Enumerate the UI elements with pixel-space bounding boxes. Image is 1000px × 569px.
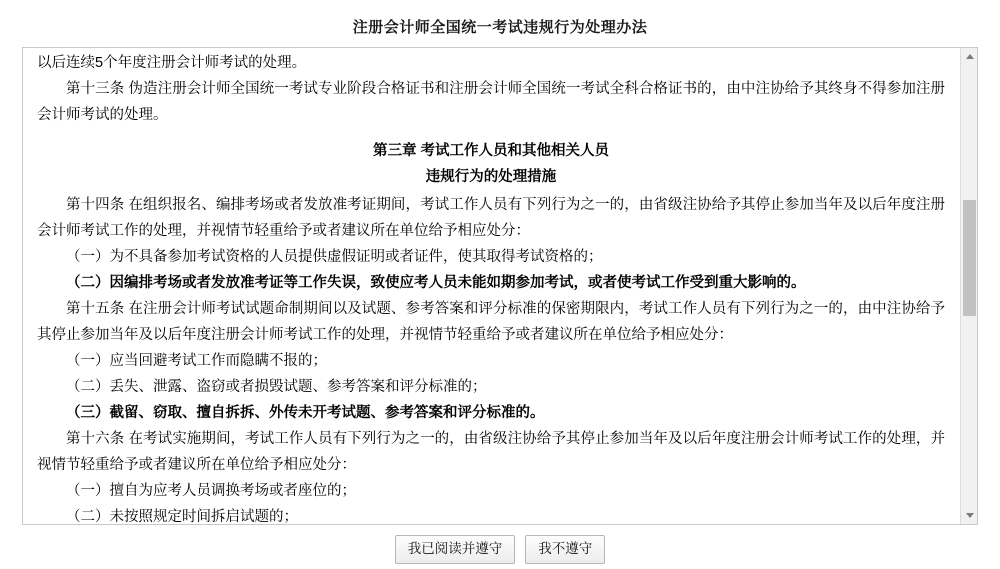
document-paragraph: 第十四条 在组织报名、编排考场或者发放准考证期间，考试工作人员有下列行为之一的，由省级注协给予其停止参加当年及以后年度注册会计师考试工作的处理，并视情节轻重给予或者建议所在单位给予相应处分：: [37, 197, 945, 239]
document-chapter-subheading: 违规行为的处理措施: [425, 169, 557, 185]
document-paragraph: （一）应当回避考试工作而隐瞒不报的；: [66, 353, 327, 369]
document-paragraph: 第十五条 在注册会计师考试试题命制期间以及试题、参考答案和评分标准的保密期限内，考试工作人员有下列行为之一的，由中注协给予其停止参加当年及以后年度注册会计师考试工作的处理，并视情节轻重给予或者建议所在单位给予相应处分：: [37, 301, 945, 343]
document-paragraph: 第十六条 在考试实施期间，考试工作人员有下列行为之一的，由省级注协给予其停止参加当年及以后年度注册会计师考试工作的处理，并视情节轻重给予或者建议所在单位给予相应处分：: [37, 431, 945, 473]
document-paragraph: （三）截留、窃取、擅自拆拆、外传未开考试题、参考答案和评分标准的。: [66, 405, 545, 421]
document-scrollbar[interactable]: [960, 48, 977, 524]
document-paragraph: （一）为不具备参加考试资格的人员提供虚假证明或者证件，使其取得考试资格的；: [66, 249, 603, 265]
document-paragraph: 以后连续5个年度注册会计师考试的处理。: [37, 55, 307, 71]
document-scroll-frame: [22, 47, 978, 525]
action-buttons: [0, 535, 1000, 564]
scroll-down-icon[interactable]: [961, 507, 978, 524]
document-paragraph: （一）擅自为应考人员调换考场或者座位的；: [66, 483, 356, 499]
document-faded-top-line: [37, 48, 945, 50]
document-paragraph: （二）丢失、泄露、盗窃或者损毁试题、参考答案和评分标准的；: [66, 379, 487, 395]
document-paragraph: （二）未按照规定时间拆启试题的；: [66, 509, 298, 524]
document-paragraph: （二）因编排考场或者发放准考证等工作失误，致使应考人员未能如期参加考试，或者使考试工作受到重大影响的。: [66, 275, 806, 291]
page-title: 注册会计师全国统一考试违规行为处理办法: [352, 19, 648, 36]
scroll-up-icon[interactable]: [961, 48, 978, 65]
document-paragraph: 第十三条 伪造注册会计师全国统一考试专业阶段合格证书和注册会计师全国统一考试全科合格证书的，由中注协给予其终身不得参加注册会计师考试的处理。: [37, 81, 945, 123]
disagree-button[interactable]: 我不遵守: [525, 535, 605, 564]
document-scroll-content: [23, 48, 959, 524]
scrollbar-thumb[interactable]: [963, 200, 976, 316]
document-chapter-heading: 第三章 考试工作人员和其他相关人员: [372, 143, 610, 159]
agree-button[interactable]: 我已阅读并遵守: [395, 535, 516, 564]
document-body: [37, 48, 945, 524]
